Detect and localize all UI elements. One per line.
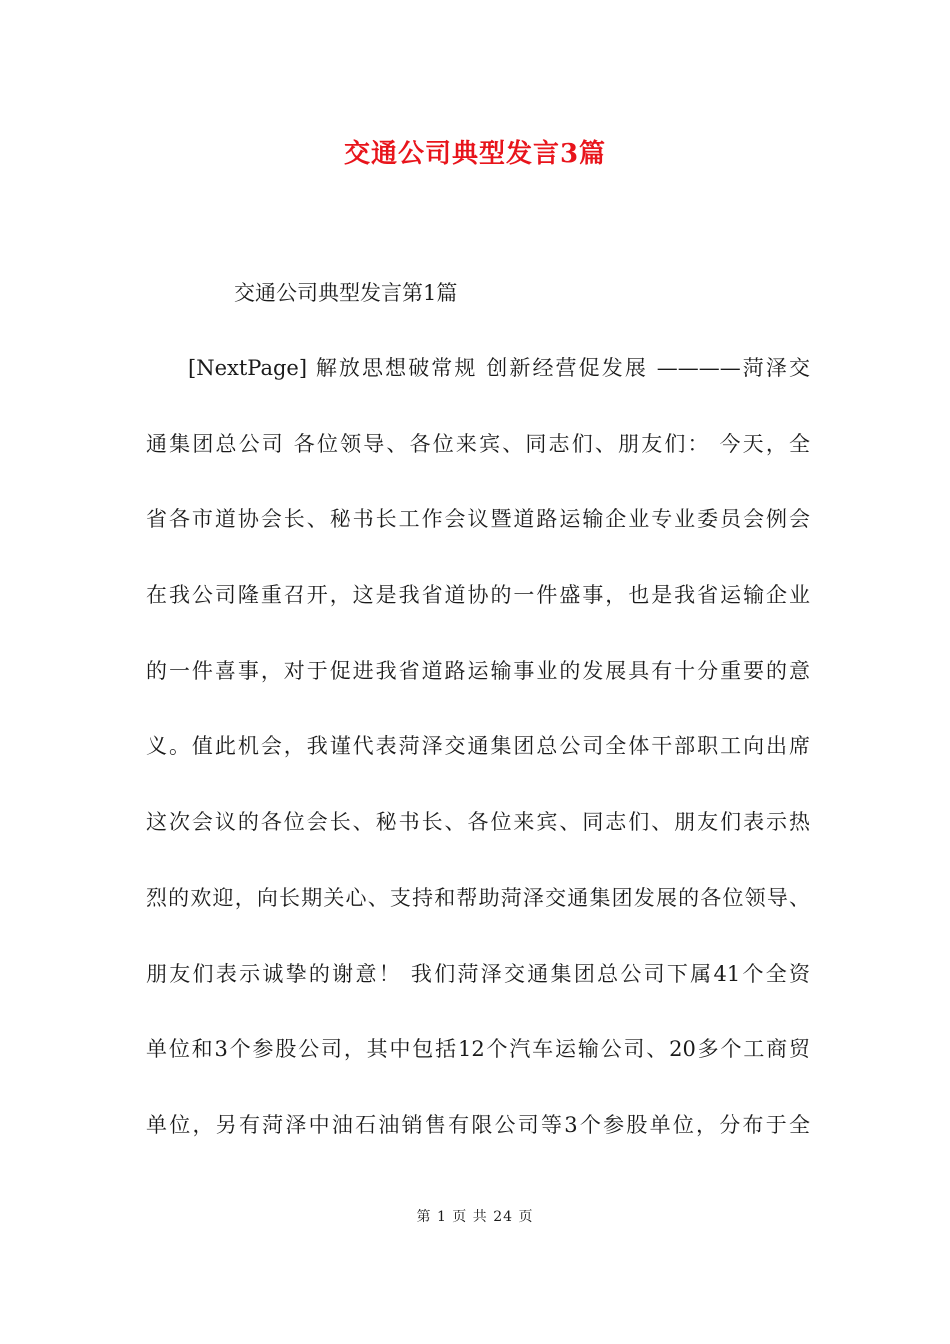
body-line: 义。值此机会，我谨代表菏泽交通集团总公司全体干部职工向出席 — [146, 734, 810, 759]
body-line: 单位，另有菏泽中油石油销售有限公司等3个参股单位，分布于全 — [146, 1112, 810, 1137]
body-text — [146, 350, 810, 1183]
body-line: 通集团总公司 各位领导、各位来宾、同志们、朋友们： 今天，全 — [146, 431, 810, 456]
document-title: 交通公司典型发言3篇 — [343, 139, 607, 169]
body-line: 朋友们表示诚挚的谢意！ 我们菏泽交通集团总公司下属41个全资 — [146, 961, 810, 986]
page-number-footer: 第 1 页 共 24 页 — [416, 1209, 534, 1225]
body-line: 省各市道协会长、秘书长工作会议暨道路运输企业专业委员会例会 — [146, 507, 810, 532]
body-line: [NextPage] 解放思想破常规 创新经营促发展 ————菏泽交 — [188, 356, 810, 380]
section-heading: 交通公司典型发言第1篇 — [234, 281, 458, 305]
body-line: 单位和3个参股公司，其中包括12个汽车运输公司、20多个工商贸 — [146, 1037, 810, 1062]
body-line: 的一件喜事，对于促进我省道路运输事业的发展具有十分重要的意 — [146, 658, 810, 683]
body-line: 这次会议的各位会长、秘书长、各位来宾、同志们、朋友们表示热 — [146, 810, 810, 835]
body-line: 在我公司隆重召开，这是我省道协的一件盛事，也是我省运输企业 — [146, 583, 810, 608]
body-line: 烈的欢迎，向长期关心、支持和帮助菏泽交通集团发展的各位领导、 — [146, 885, 810, 910]
